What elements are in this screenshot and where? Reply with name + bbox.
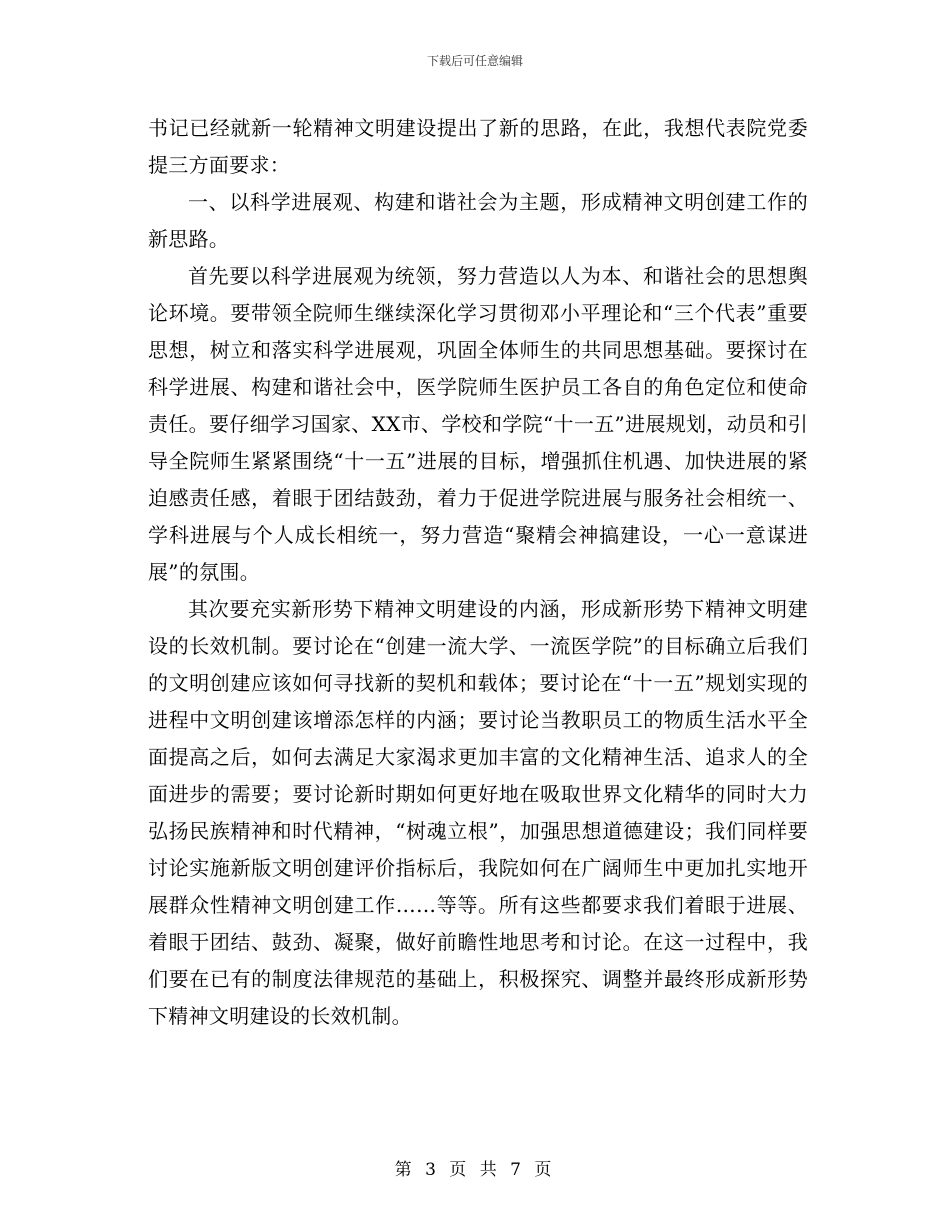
page-header: 下载后可任意编辑 [426, 54, 523, 68]
document-body [148, 110, 808, 1035]
page-number: 第 3 页 共 7 页 [394, 1160, 556, 1180]
paragraph-second-point: 其次要充实新形势下精神文明建设的内涵，形成新形势下精神文明建设的长效机制。要讨论在“创建一流大学、一流医学院”的目标确立后我们的文明创建应该如何寻找新的契机和载体；要讨论在“十一五”规划实现的进程中文明创建该增添怎样的内涵；要讨论当教职员工的物质生活水平全面提高之后，如何去满足大家渴求更加丰富的文化精神生活、追求人的全面进步的需要；要讨论新时期如何更好地在吸取世界文化精华的同时大力弘扬民族精神和时代精神，“树魂立根”，加强思想道德建设；我们同样要讨论实施新版文明创建评价指标后，我院如何在广阔师生中更加扎实地开展群众性精神文明创建工作……等等。所有这些都要求我们着眼于进展、着眼于团结、鼓劲、凝聚，做好前瞻性地思考和讨论。在这一过程中，我们要在已有的制度法律规范的基础上，积极探究、调整并最终形成新形势下精神文明建设的长效机制。 [148, 597, 808, 1028]
paragraph-continuation: 书记已经就新一轮精神文明建设提出了新的思路，在此，我想代表院党委提三方面要求： [148, 116, 808, 177]
section-heading: 一、以科学进展观、构建和谐社会为主题，形成精神文明创建工作的新思路。 [148, 190, 808, 251]
paragraph-first-point: 首先要以科学进展观为统领，努力营造以人为本、和谐社会的思想舆论环境。要带领全院师生继续深化学习贯彻邓小平理论和“三个代表”重要思想，树立和落实科学进展观，巩固全体师生的共同思想基础。要探讨在科学进展、构建和谐社会中，医学院师生医护员工各自的角色定位和使命责任。要仔细学习国家、XX市、学校和学院“十一五”进展规划，动员和引导全院师生紧紧围绕“十一五”进展的目标，增强抓住机遇、加快进展的紧迫感责任感，着眼于团结鼓劲，着力于促进学院进展与服务社会相统一、学科进展与个人成长相统一，努力营造“聚精会神搞建设，一心一意谋进展”的氛围。 [148, 264, 808, 584]
